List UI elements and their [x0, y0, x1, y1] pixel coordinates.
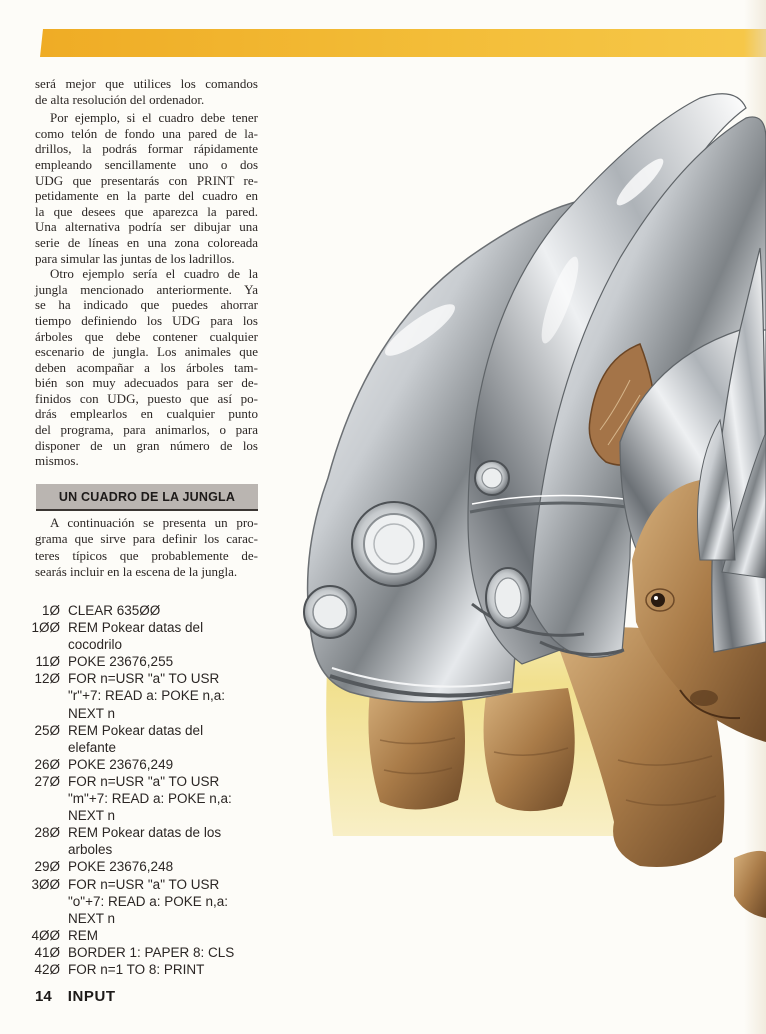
text-line: UDG que presentarás con PRINT re- [35, 172, 258, 188]
line-number: 42Ø [34, 961, 60, 977]
page-footer [35, 986, 116, 1008]
text-line: searás incluir en la escena de la jungla. [35, 563, 238, 579]
code-text: POKE 23676,249 [68, 756, 174, 772]
listing-row [20, 876, 270, 893]
text-line: escenario de jungla. Los animales que [35, 344, 258, 360]
code-text: "o"+7: READ a: POKE n,a: [68, 893, 229, 909]
line-number: 28Ø [34, 825, 60, 841]
code-text: CLEAR 635ØØ [68, 603, 161, 618]
text-line: de alta resolución del ordenador. [35, 91, 205, 107]
line-number: 25Ø [34, 722, 60, 738]
eye-highlight [654, 596, 658, 600]
text-line: jungla mencionado anteriormente. Ya [35, 281, 258, 297]
text-line: del programa, para animarlos, o para [35, 422, 258, 438]
text-line: empleando sencillamente uno o dos [35, 156, 258, 172]
listing-row [20, 824, 270, 841]
paragraph [35, 266, 258, 469]
line-number: 29Ø [34, 859, 60, 875]
text-line: A continuación se presenta un pro- [50, 515, 258, 530]
text-line: mismos. [35, 453, 79, 469]
front-foot [734, 851, 766, 918]
listing-row [20, 602, 270, 619]
line-number: 26Ø [34, 756, 60, 772]
text-line: grama que sirve para definir los carac- [35, 531, 258, 547]
line-number: 3ØØ [31, 876, 60, 892]
code-text: FOR n=USR "a" TO USR [68, 671, 220, 687]
program-listing [20, 602, 270, 978]
text-line: Una alternativa podría ser dibujar una [35, 219, 258, 235]
listing-row [20, 722, 270, 739]
text-line: deben acompañar a los árboles tam- [35, 359, 258, 375]
paragraph [35, 76, 258, 107]
armor-ring [304, 586, 356, 638]
text-line: Por ejemplo, si el cuadro debe tener [50, 110, 258, 126]
listing-row [20, 961, 270, 978]
line-number: 1ØØ [31, 620, 60, 636]
line-number: 1Ø [41, 603, 60, 618]
magazine-name: INPUT [67, 988, 116, 1005]
code-text: NEXT n [68, 910, 116, 926]
listing-row [20, 927, 270, 944]
armor-ring [475, 461, 509, 495]
listing-row [20, 841, 270, 858]
text-line: disponer de un gran número de los [35, 437, 258, 453]
code-text: REM Pokear datas del [68, 620, 204, 636]
listing-row [20, 807, 270, 824]
listing-row [20, 756, 270, 773]
line-number: 41Ø [34, 944, 60, 960]
text-line: teres típicos que probablemente de- [35, 547, 258, 563]
code-text: cocodrilo [68, 637, 123, 653]
text-line: petidamente en la parte del cuadro en [35, 188, 258, 204]
listing-row [20, 773, 270, 790]
listing-row [20, 619, 270, 636]
listing-row [20, 670, 270, 687]
listing-row [20, 705, 270, 722]
rhino-nostril [690, 690, 718, 706]
text-line: Otro ejemplo sería el cuadro de la [50, 266, 258, 282]
rhino-eye [651, 593, 665, 607]
listing-row [20, 893, 270, 910]
code-text: "r"+7: READ a: POKE n,a: [68, 688, 226, 704]
text-line: árboles que debe contener cualquier [35, 328, 258, 344]
line-number: 4ØØ [31, 927, 60, 943]
text-line: se ha indicado que puedes ahorrar [35, 297, 258, 313]
code-text: POKE 23676,255 [68, 654, 174, 670]
listing-row [20, 687, 270, 704]
listing-row [20, 858, 270, 875]
text-line: será mejor que utilices los comandos [35, 76, 258, 91]
line-number: 11Ø [35, 654, 60, 670]
code-text: elefante [68, 739, 117, 755]
text-line: la que desees que aparezca la pared. [35, 203, 258, 219]
listing-row [20, 790, 270, 807]
code-text: FOR n=USR "a" TO USR [68, 773, 220, 789]
text-line: como telón de fondo una pared de la- [35, 125, 258, 141]
article-column [35, 76, 258, 469]
armor-ring [352, 502, 436, 586]
code-text: arboles [68, 842, 113, 858]
text-line: drillos, la podrás formar rápidamente [35, 141, 258, 157]
text-line: drás emplearlos en cualquier punto [35, 406, 258, 422]
listing-row [20, 636, 270, 653]
line-number: 27Ø [34, 773, 60, 789]
code-text: NEXT n [68, 705, 116, 721]
code-text: REM [68, 927, 98, 943]
text-line: finidos con UDG, puesto que así po- [35, 390, 258, 406]
text-line: tiempo definiendo los UDG para los [35, 312, 258, 328]
code-text: POKE 23676,248 [68, 859, 174, 875]
code-text: REM Pokear datas de los [68, 825, 222, 841]
code-text: FOR n=1 TO 8: PRINT [68, 961, 205, 977]
code-text: NEXT n [68, 808, 116, 824]
code-text: BORDER 1: PAPER 8: CLS [68, 944, 235, 960]
code-text: FOR n=USR "a" TO USR [68, 876, 220, 892]
intro-paragraph [35, 515, 258, 580]
page-number: 14 [35, 988, 52, 1005]
code-text: REM Pokear datas del [68, 722, 204, 738]
text-line: serie de líneas en una zona coloreada [35, 234, 258, 250]
code-text: "m"+7: READ a: POKE n,a: [68, 791, 232, 807]
text-line: bién son muy adecuados para ser de- [35, 375, 258, 391]
listing-row [20, 653, 270, 670]
listing-row [20, 739, 270, 756]
text-line: para simular las juntas de los ladrillos. [35, 250, 235, 266]
section-heading: UN CUADRO DE LA JUNGLA [36, 484, 258, 511]
paragraph [35, 110, 258, 266]
armor-ring [486, 568, 530, 628]
listing-row [20, 944, 270, 961]
listing-row [20, 910, 270, 927]
line-number: 12Ø [34, 671, 60, 687]
